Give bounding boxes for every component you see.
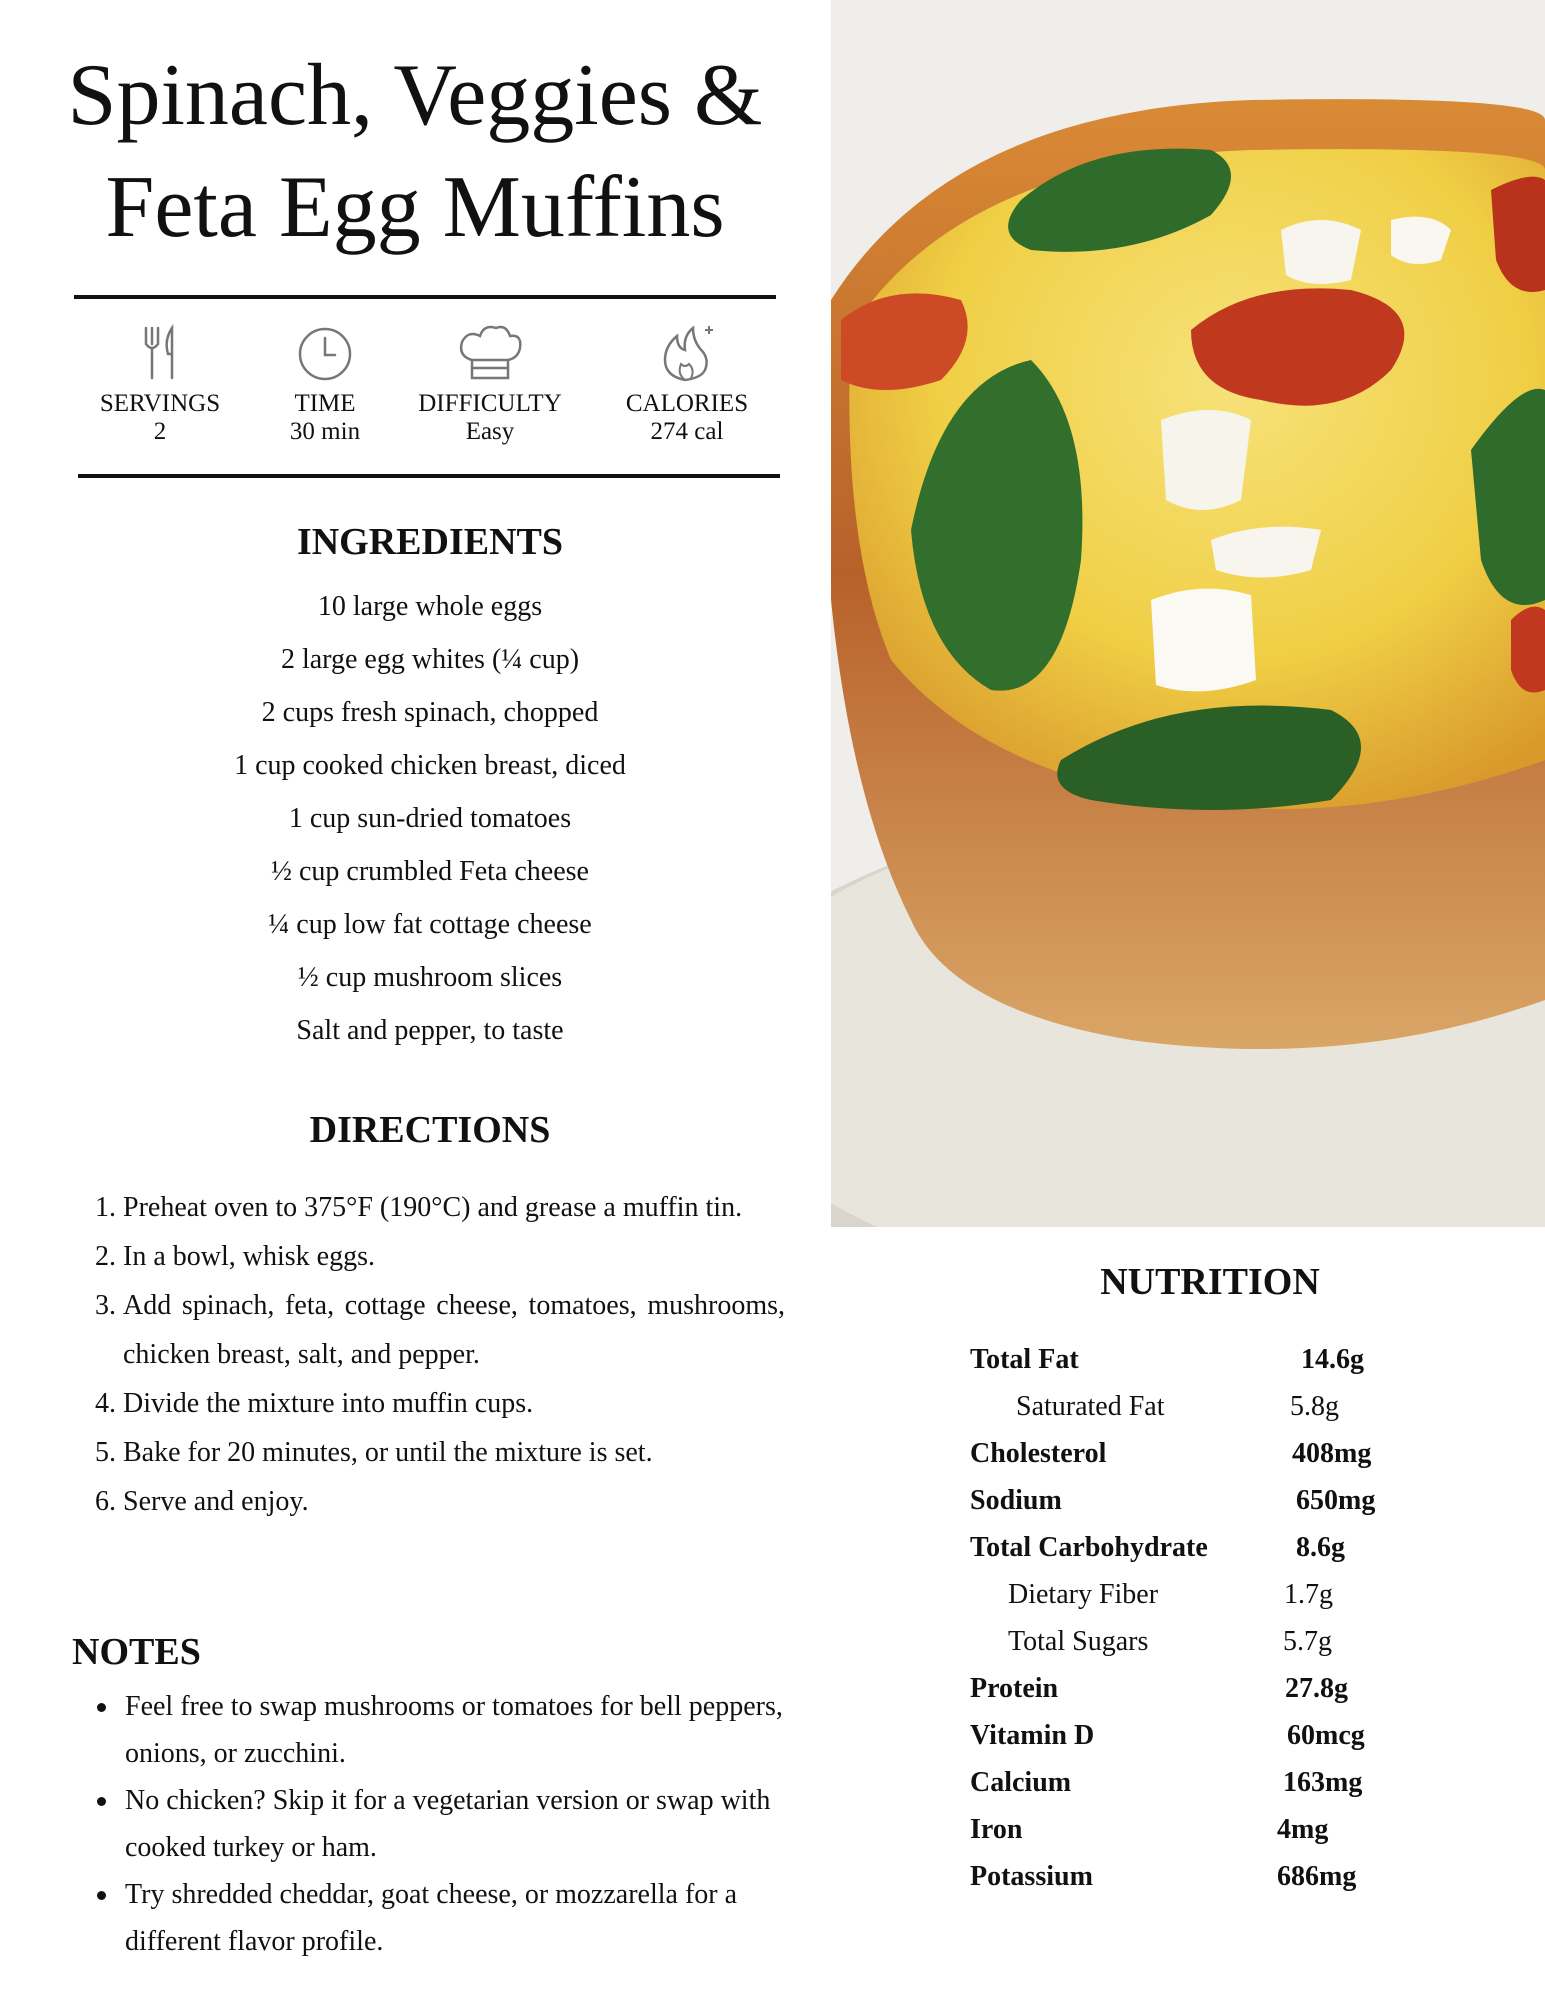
stat-label: TIME [294, 390, 356, 417]
stat-difficulty [400, 320, 580, 446]
nutrient-name: Calcium [970, 1767, 1072, 1798]
note-text: Try shredded cheddar, goat cheese, or mozzarella for a different flavor profile. [125, 1879, 738, 1957]
stat-label: DIFFICULTY [418, 390, 562, 417]
nutrient-value: 60mcg [1287, 1720, 1365, 1751]
note-item [95, 1777, 830, 1871]
nutrient-name: Cholesterol [970, 1438, 1107, 1469]
recipe-photo [831, 0, 1545, 1227]
nutrient-value: 650mg [1296, 1485, 1376, 1516]
step-text: Divide the mixture into muffin cups. [123, 1388, 534, 1419]
ingredients-heading: INGREDIENTS [296, 521, 564, 563]
nutrient-name: Potassium [970, 1861, 1093, 1892]
nutrient-name: Saturated Fat [1016, 1391, 1165, 1422]
stat-label: CALORIES [625, 390, 749, 417]
flame-icon [655, 320, 719, 386]
step-text: In a bowl, whisk eggs. [123, 1241, 375, 1272]
recipe-stats [70, 320, 790, 460]
ingredient-item: 1 cup cooked chicken breast, diced [234, 750, 626, 781]
nutrient-value: 1.7g [1284, 1579, 1333, 1610]
note-item [95, 1683, 830, 1777]
nutrient-value: 5.8g [1290, 1391, 1339, 1422]
recipe-title [30, 40, 800, 264]
nutrient-value: 8.6g [1296, 1532, 1345, 1563]
nutrient-name: Total Fat [970, 1344, 1079, 1375]
direction-step [95, 1232, 785, 1281]
nutrient-name: Sodium [970, 1485, 1062, 1516]
nutrition-row [970, 1806, 1430, 1853]
direction-step [95, 1379, 785, 1428]
nutrition-row [970, 1571, 1430, 1618]
ingredient-item: 2 large egg whites (¼ cup) [280, 644, 580, 675]
step-number: 3. [95, 1290, 116, 1321]
step-number: 2. [95, 1241, 116, 1272]
note-item [95, 1871, 830, 1965]
nutrition-row [970, 1477, 1430, 1524]
nutrition-row [970, 1524, 1430, 1571]
clock-icon [295, 320, 355, 386]
nutrition-row [970, 1853, 1430, 1900]
stat-value: 274 cal [650, 418, 724, 445]
step-number: 4. [95, 1388, 116, 1419]
ingredient-item: 1 cup sun-dried tomatoes [288, 803, 572, 834]
nutrient-name: Vitamin D [970, 1720, 1095, 1751]
note-text: Feel free to swap mushrooms or tomatoes for bell peppers, onions, or zucchini. [125, 1691, 783, 1769]
title-line-1: Spinach, Veggies & [67, 47, 763, 144]
step-text: Add spinach, feta, cottage cheese, tomatoes, mushrooms, chicken breast, salt, and pepper. [123, 1290, 785, 1370]
stat-value: 30 min [289, 418, 361, 445]
notes-list [95, 1683, 830, 1965]
ingredient-item: ½ cup mushroom slices [297, 962, 563, 993]
bullet-icon [97, 1703, 106, 1712]
nutrient-value: 686mg [1277, 1861, 1357, 1892]
stat-value: 2 [153, 418, 167, 445]
direction-step [95, 1428, 785, 1477]
step-text: Serve and enjoy. [123, 1486, 309, 1517]
step-text: Preheat oven to 375°F (190°C) and grease a muffin tin. [123, 1192, 743, 1223]
note-text: No chicken? Skip it for a vegetarian version or swap with cooked turkey or ham. [125, 1785, 771, 1863]
bullet-icon [97, 1797, 106, 1806]
nutrition-heading: NUTRITION [1100, 1261, 1320, 1303]
step-number: 5. [95, 1437, 116, 1468]
stat-time [235, 320, 415, 446]
nutrient-value: 4mg [1277, 1814, 1329, 1845]
fork-knife-icon [140, 320, 180, 386]
nutrition-row [970, 1430, 1430, 1477]
nutrition-row [970, 1336, 1430, 1383]
egg-muffin-illustration [831, 0, 1545, 1227]
nutrient-value: 27.8g [1285, 1673, 1348, 1704]
chef-hat-icon [454, 320, 526, 386]
bullet-icon [97, 1891, 106, 1900]
direction-step [95, 1281, 785, 1379]
nutrient-value: 408mg [1292, 1438, 1372, 1469]
nutrition-row [970, 1618, 1430, 1665]
directions-list [95, 1183, 785, 1526]
nutrient-value: 5.7g [1283, 1626, 1332, 1657]
ingredient-item: Salt and pepper, to taste [296, 1015, 564, 1046]
ingredient-item: ¼ cup low fat cottage cheese [268, 909, 592, 940]
stat-calories [597, 320, 777, 446]
nutrient-name: Total Sugars [1008, 1626, 1149, 1657]
top-divider [74, 295, 776, 299]
notes-heading: NOTES [72, 1631, 201, 1673]
nutrient-name: Dietary Fiber [1008, 1579, 1159, 1610]
ingredients-list [60, 580, 800, 1057]
stat-value: Easy [465, 418, 515, 445]
direction-step [95, 1183, 785, 1232]
nutrient-value: 14.6g [1301, 1344, 1364, 1375]
nutrient-name: Protein [970, 1673, 1059, 1704]
nutrition-row [970, 1383, 1430, 1430]
step-number: 6. [95, 1486, 116, 1517]
ingredient-item: ½ cup crumbled Feta cheese [271, 856, 589, 887]
stat-servings [70, 320, 250, 446]
step-number: 1. [95, 1192, 116, 1223]
nutrition-row [970, 1759, 1430, 1806]
ingredient-item: 2 cups fresh spinach, chopped [261, 697, 599, 728]
nutrient-name: Total Carbohydrate [970, 1532, 1208, 1563]
stats-divider [78, 474, 780, 478]
direction-step [95, 1477, 785, 1526]
title-line-2: Feta Egg Muffins [105, 159, 725, 256]
directions-heading: DIRECTIONS [309, 1109, 551, 1151]
step-text: Bake for 20 minutes, or until the mixture is set. [123, 1437, 653, 1468]
stat-label: SERVINGS [99, 390, 221, 417]
nutrient-name: Iron [970, 1814, 1023, 1845]
ingredient-item: 10 large whole eggs [317, 591, 543, 622]
nutrition-table [970, 1336, 1430, 1900]
nutrient-value: 163mg [1283, 1767, 1363, 1798]
nutrition-row [970, 1712, 1430, 1759]
nutrition-row [970, 1665, 1430, 1712]
